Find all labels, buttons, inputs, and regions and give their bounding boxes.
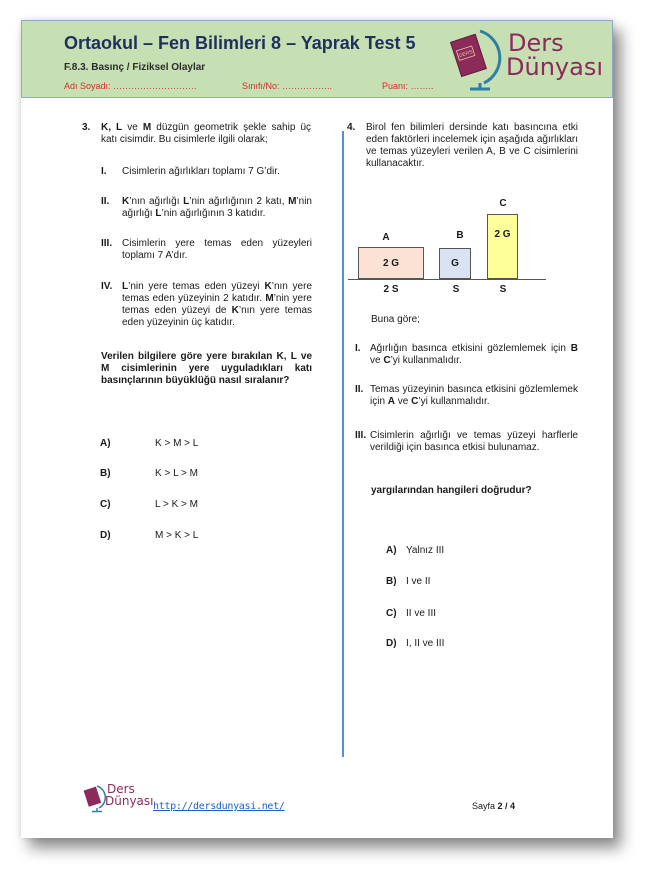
statement-numeral: I. — [101, 166, 107, 177]
block-label-c: C — [499, 198, 507, 209]
block-b — [439, 248, 471, 279]
text-run: Temas yüzeyinin basınca etkisini gözlemlemek için — [370, 384, 578, 407]
text-run: ’nin ağırlığı — [122, 196, 312, 219]
text-run: ’nin yere temas eden yüzeyi de — [122, 293, 312, 316]
option-letter: B) — [100, 468, 111, 479]
block-c — [487, 214, 518, 279]
option-letter: B) — [386, 576, 397, 587]
block-label-a: A — [382, 232, 390, 243]
bold-term: M — [288, 196, 297, 207]
worksheet-page — [21, 20, 613, 838]
bold-term: K — [122, 196, 130, 207]
question-prompt: Verilen bilgilere göre yere bırakılan K, L ve M cisimlerinin yere uyguladıkları katı basınçlarının büyüklüğü nasıl sıralanır? — [101, 351, 312, 386]
statement-text — [122, 281, 312, 329]
bold-term: B — [570, 343, 578, 354]
page-number — [472, 801, 515, 811]
statement-text — [122, 196, 312, 220]
logo-word-dunyasi: Dünyası — [506, 53, 603, 81]
bold-term: K — [264, 281, 272, 292]
block-c-weight: 2 G — [494, 229, 511, 240]
statement-text — [370, 384, 578, 408]
text-run: ve — [395, 396, 412, 407]
statement-numeral: II. — [355, 384, 364, 395]
statement-numeral: III. — [355, 430, 367, 441]
bold-term: M — [142, 122, 152, 133]
worksheet-title: Ortaokul – Fen Bilimleri 8 – Yaprak Test 5 — [64, 33, 416, 53]
svg-text:DERS: DERS — [458, 49, 474, 60]
statement-numeral: II. — [101, 196, 110, 207]
option-letter: D) — [386, 638, 397, 649]
bold-term: L — [122, 281, 129, 292]
question-intro — [101, 122, 311, 146]
website-link[interactable]: http://dersdunyasi.net/ — [153, 801, 285, 812]
globe-book-icon — [450, 25, 510, 93]
block-b-surface: S — [452, 284, 460, 295]
question-number: 4. — [347, 122, 356, 133]
option-letter: C) — [386, 608, 397, 619]
name-field: Adı Soyadı: ………………………. — [64, 81, 197, 91]
statement-text: Cisimlerin ağırlıkları toplamı 7 G’dir. — [122, 166, 280, 177]
block-c-surface: S — [499, 284, 507, 295]
footer-logo — [83, 783, 163, 813]
option-letter: D) — [100, 530, 111, 541]
question-number: 3. — [82, 122, 91, 133]
bold-term: K — [231, 305, 239, 316]
option-text: M > K > L — [155, 530, 199, 541]
bold-term: C — [383, 355, 391, 366]
footer-logo-ders: Ders — [107, 782, 135, 796]
bold-term: C — [411, 396, 419, 407]
text-run: ’nin yere temas eden yüzeyi — [128, 281, 265, 292]
option-text: Yalnız III — [406, 545, 445, 556]
bold-term: M — [265, 293, 274, 304]
statement-text: Cisimlerin ağırlığı ve temas yüzeyi harflerle verildiği için basınca etkisi bulunamaz. — [370, 430, 578, 453]
block-a — [358, 247, 424, 279]
text-run: Ağırlığın basınca etkisini gözlemlemek için — [370, 343, 571, 354]
block-label-b: B — [456, 230, 464, 241]
option-text: II ve III — [406, 608, 437, 619]
text-run: ’yi kullanmalıdır. — [418, 396, 490, 407]
option-text: L > K > M — [155, 499, 198, 510]
bold-term: A — [387, 396, 396, 407]
bold-term: K, L — [101, 122, 123, 133]
option-text: K > L > M — [155, 468, 198, 479]
column-divider — [342, 131, 344, 757]
option-letter: C) — [100, 499, 111, 510]
text-run: ve — [370, 355, 384, 366]
statement-numeral: IV. — [101, 281, 113, 292]
worksheet-header — [21, 20, 613, 98]
statement-numeral: I. — [355, 343, 361, 354]
text-run: ’nın yere temas eden yüzeyinin üç katıdır. — [122, 305, 312, 328]
ground-line — [348, 279, 546, 280]
score-field: Puanı: …….. — [382, 81, 434, 91]
ders-dunyasi-logo — [450, 25, 603, 93]
page-separator: / — [502, 801, 511, 811]
option-letter: A) — [100, 438, 111, 449]
footer-logo-dunyasi: Dünyası — [105, 794, 154, 808]
question-intro: Birol fen bilimleri dersinde katı basıncına etki eden faktörleri incelemek için aşağıda ağırlıkları ve temas yüzeyleri verilen A, B ve C cisimlerini kullanacaktır. — [366, 122, 578, 169]
option-letter: A) — [386, 545, 397, 556]
block-b-weight: G — [451, 258, 459, 269]
worksheet-subtitle: F.8.3. Basınç / Fiziksel Olaylar — [64, 62, 206, 73]
question-lead: Buna göre; — [371, 314, 420, 325]
text-run: düzgün geometrik şekle sahip üç katı cisimdir. Bu cisimlerle ilgili olarak; — [101, 122, 312, 145]
block-a-surface: 2 S — [383, 284, 399, 295]
class-field: Sınıfı/No: …………….. — [242, 81, 333, 91]
option-text: I, II ve III — [406, 638, 445, 649]
text-run: ’nin ağırlığının 3 katıdır. — [161, 208, 266, 219]
page-current: 2 — [497, 801, 503, 811]
bold-term: L — [155, 208, 162, 219]
text-run: ’yi kullanmalıdır. — [390, 355, 462, 366]
bold-term: L — [183, 196, 190, 207]
text-run: ’nın yere temas eden yüzeyinin 2 katıdır. — [122, 281, 313, 304]
text-run: ’nın ağırlığı — [129, 196, 184, 207]
text-run: ve — [122, 122, 143, 133]
question-prompt: yargılarından hangileri doğrudur? — [371, 485, 532, 496]
blocks-diagram — [348, 178, 558, 295]
page-label: Sayfa — [472, 801, 498, 811]
statement-text: Cisimlerin yere temas eden yüzeyleri toplamı 7 A’dır. — [122, 238, 312, 261]
statement-text — [370, 343, 578, 367]
statement-numeral: III. — [101, 238, 113, 249]
logo-word-ders: Ders — [508, 29, 564, 57]
page-total: 4 — [510, 801, 516, 811]
option-text: I ve II — [406, 576, 431, 587]
option-text: K > M > L — [155, 438, 199, 449]
text-run: ’nin ağırlığının 2 katı, — [189, 196, 289, 207]
block-a-weight: 2 G — [382, 257, 400, 269]
